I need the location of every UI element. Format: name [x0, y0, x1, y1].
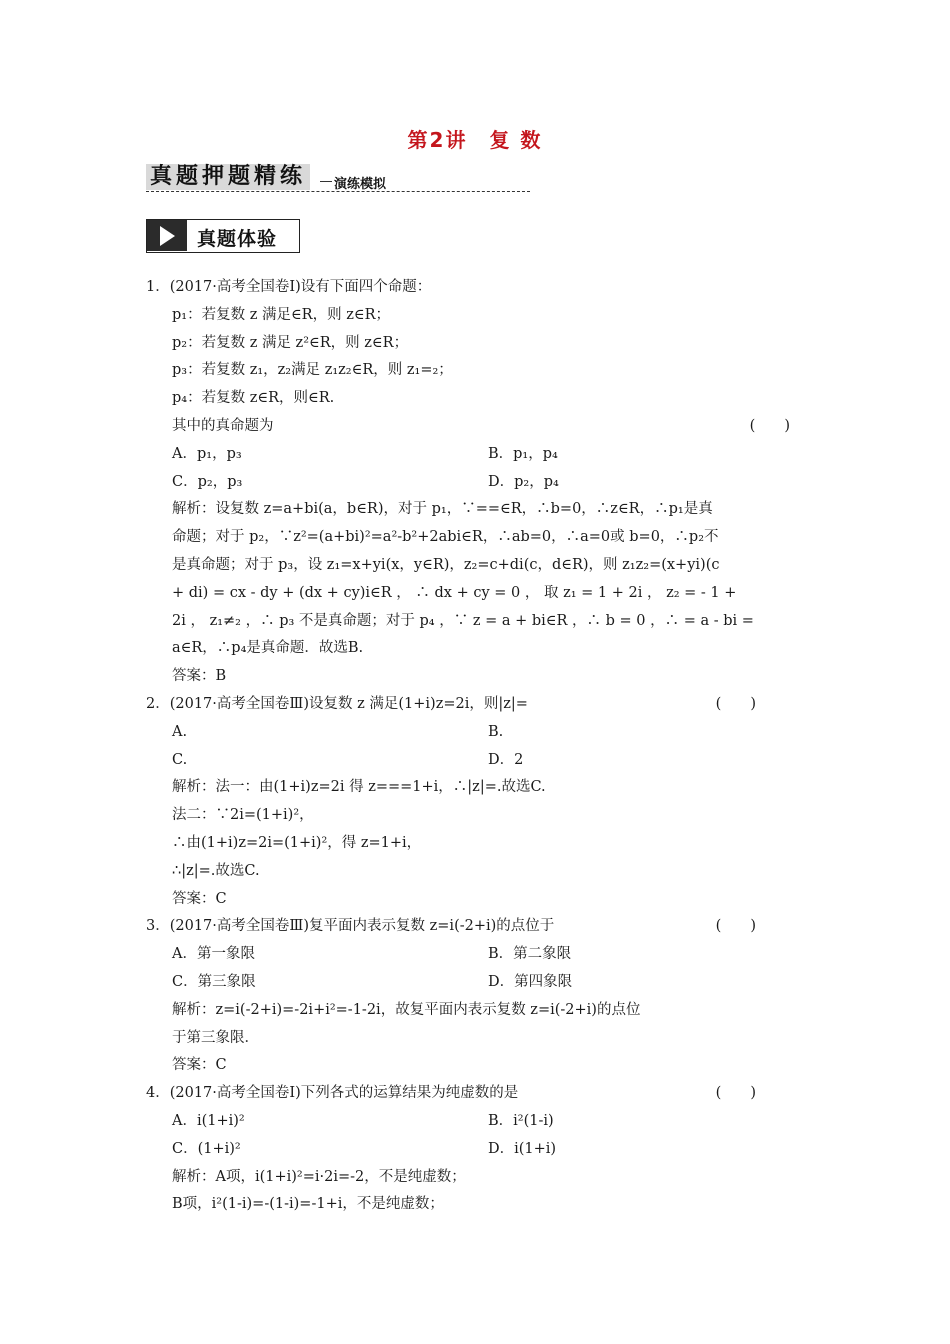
- solution-line: ∴|z|=.故选C.: [172, 862, 260, 879]
- solution-line: 命题；对于 p₂，∵z²=(a+bi)²=a²-b²+2abi∈R，∴ab=0，∴a=0或 b=0，∴p₂不: [172, 529, 719, 546]
- option-b: B.: [488, 723, 504, 740]
- solution-line: a∈R，∴p₄是真命题．故选B.: [172, 640, 364, 657]
- solution-line: 解析：设复数 z=a+bi(a，b∈R)，对于 p₁，∵==∈R，∴b=0，∴z∈R，∴p₁是真: [172, 501, 713, 518]
- option-a: A．p₁，p₃: [172, 445, 242, 462]
- option-d: D．i(1+i): [488, 1140, 557, 1157]
- section-banner: [146, 164, 530, 192]
- section-banner-title: 真题押题精练: [146, 164, 310, 190]
- question-1-ask-text: 其中的真命题为: [172, 417, 274, 434]
- solution-line: + di) = cx - dy + (dx + cy)i∈R ， ∴ dx + cy = 0 ， 取 z₁ = 1 + 2i ， z₂ = - 1 +: [172, 584, 737, 601]
- options-row: [146, 1108, 814, 1136]
- solution-line: 是真命题；对于 p₃，设 z₁=x+yi(x，y∈R)，z₂=c+di(c，d∈R)，则 z₁z₂=(x+yi)(c: [172, 556, 720, 573]
- solution-line: 解析：z=i(-2+i)=-2i+i²=-1-2i，故复平面内表示复数 z=i(-2+i)的点位: [172, 1001, 641, 1018]
- answer-blank: ( ): [715, 695, 756, 712]
- answer-line: 答案：C: [172, 890, 227, 907]
- solution-line: ∴由(1+i)z=2i=(1+i)²，得 z=1+i，: [172, 834, 422, 851]
- answer-line: 答案：C: [172, 1057, 227, 1074]
- options-row: [146, 719, 814, 747]
- proposition-p2: p₂：若复数 z 满足 z²∈R，则 z∈R；: [172, 334, 409, 351]
- page-title: 第2讲 复 数: [407, 128, 543, 152]
- solution-line: 2i ， z₁≠₂ ，∴ p₃ 不是真命题；对于 p₄ ，∵ z = a + bi∈R ，∴ b = 0 ，∴ = a - bi =: [172, 612, 754, 629]
- solution-line: 解析：法一：由(1+i)z=2i 得 z===1+i，∴|z|=.故选C.: [172, 779, 546, 796]
- option-a: A．i(1+i)²: [172, 1112, 245, 1129]
- play-arrow-icon: [147, 220, 187, 251]
- proposition-p1: p₁：若复数 z 满足∈R，则 z∈R；: [172, 306, 391, 323]
- solution-line: 于第三象限．: [172, 1029, 259, 1046]
- answer-blank: ( ): [715, 918, 756, 935]
- option-d: D．第四象限: [488, 973, 573, 990]
- options-row: [146, 969, 814, 997]
- solution-line: 解析：A项，i(1+i)²=i·2i=-2，不是纯虚数；: [172, 1168, 466, 1185]
- option-a: A.: [172, 723, 188, 740]
- question-4-stem-text: 4．(2017·高考全国卷Ⅰ)下列各式的运算结果为纯虚数的是: [146, 1085, 519, 1102]
- question-4-stem: [146, 1080, 814, 1108]
- question-list: [146, 274, 814, 1219]
- answer-line: 答案：B: [172, 668, 227, 685]
- solution-line: 法二：∵2i=(1+i)²，: [172, 807, 314, 824]
- question-2-stem: [146, 691, 814, 719]
- option-a: A．第一象限: [172, 946, 255, 963]
- option-c: C．p₂，p₃: [172, 473, 243, 490]
- subsection-banner-label: 真题体验: [197, 228, 278, 250]
- option-d: D．p₂，p₄: [488, 473, 559, 490]
- question-2-stem-text: 2．(2017·高考全国卷Ⅲ)设复数 z 满足(1+i)z=2i，则|z|=: [146, 695, 528, 712]
- option-c: C．第三象限: [172, 973, 256, 990]
- options-row: [146, 441, 814, 469]
- option-b: B．i²(1-i): [488, 1112, 554, 1129]
- option-c: C．(1+i)²: [172, 1140, 241, 1157]
- option-d: D．2: [488, 751, 524, 768]
- option-c: C.: [172, 751, 188, 768]
- options-row: [146, 941, 814, 969]
- question-1-ask: [146, 413, 814, 441]
- options-row: [146, 1136, 814, 1164]
- subsection-banner: [146, 219, 300, 253]
- option-b: B．第二象限: [488, 946, 572, 963]
- options-row: [146, 747, 814, 775]
- banner-leader-line: [320, 181, 332, 182]
- options-row: [146, 469, 814, 497]
- dashed-divider: [146, 191, 530, 192]
- question-3-stem: [146, 913, 814, 941]
- proposition-p3: p₃：若复数 z₁，z₂满足 z₁z₂∈R，则 z₁=₂；: [172, 362, 453, 379]
- section-banner-subtitle: 演练模拟: [334, 177, 387, 192]
- solution-line: B项，i²(1-i)=-(1-i)=-1+i，不是纯虚数；: [172, 1196, 444, 1213]
- answer-blank: ( ): [715, 1085, 756, 1102]
- question-3-stem-text: 3．(2017·高考全国卷Ⅲ)复平面内表示复数 z=i(-2+i)的点位于: [146, 918, 555, 935]
- question-1-stem: 1．(2017·高考全国卷Ⅰ)设有下面四个命题：: [146, 279, 432, 295]
- answer-blank: ( ): [749, 417, 790, 434]
- option-b: B．p₁，p₄: [488, 445, 558, 462]
- proposition-p4: p₄：若复数 z∈R，则∈R.: [172, 390, 335, 407]
